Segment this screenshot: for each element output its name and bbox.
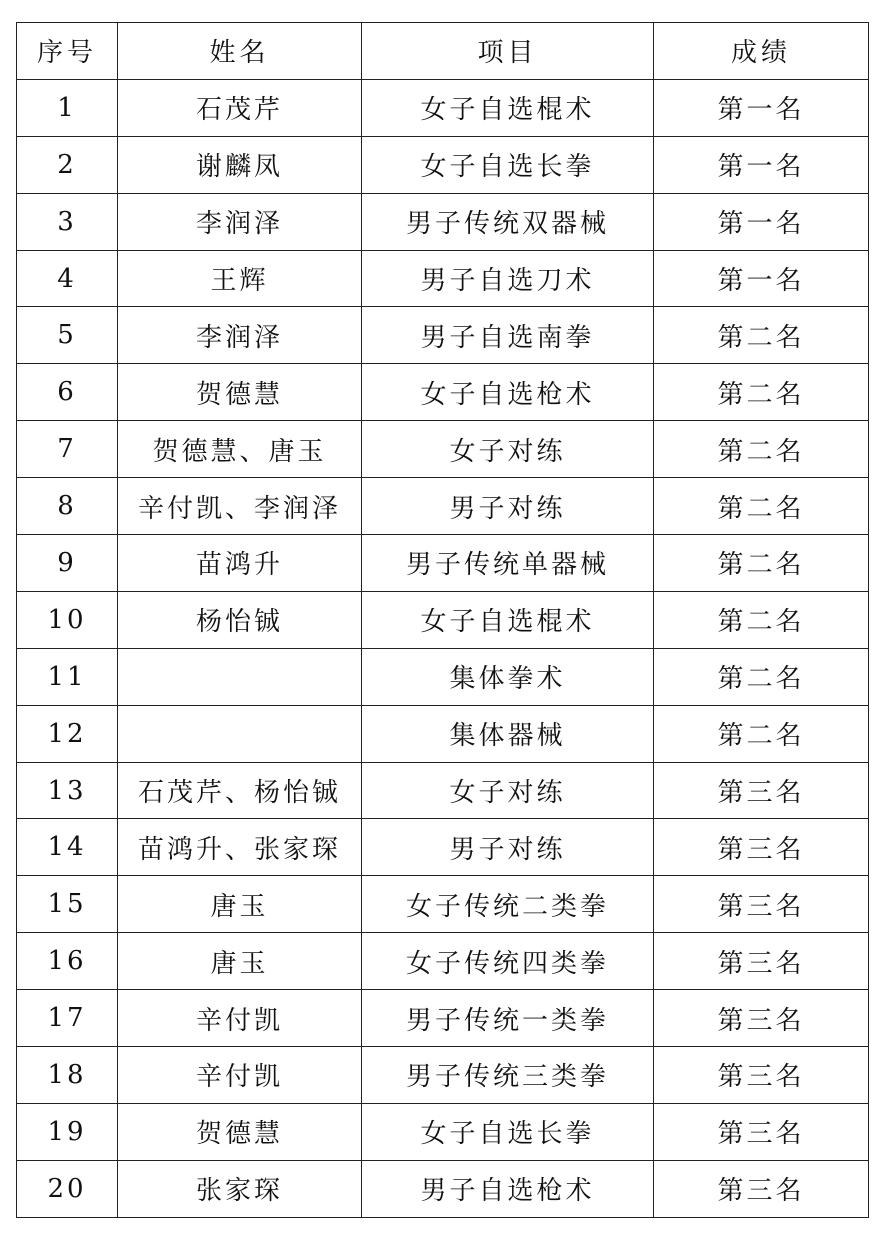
cell-no: 19 (17, 1103, 118, 1160)
cell-name (118, 705, 362, 762)
table-row (17, 876, 869, 933)
table-row (17, 762, 869, 819)
cell-event: 男子传统单器械 (362, 535, 654, 592)
cell-result: 第一名 (654, 250, 869, 307)
cell-event: 男子自选南拳 (362, 307, 654, 364)
cell-no: 10 (17, 591, 118, 648)
cell-result: 第三名 (654, 1160, 869, 1217)
header-no: 序号 (17, 23, 118, 80)
cell-result: 第二名 (654, 535, 869, 592)
table-row (17, 307, 869, 364)
cell-event: 男子自选枪术 (362, 1160, 654, 1217)
cell-event: 集体器械 (362, 705, 654, 762)
table-row (17, 1047, 869, 1104)
cell-name: 谢麟凤 (118, 136, 362, 193)
cell-no: 2 (17, 136, 118, 193)
table-row (17, 1103, 869, 1160)
cell-event: 女子对练 (362, 421, 654, 478)
cell-event: 女子自选棍术 (362, 79, 654, 136)
cell-result: 第一名 (654, 79, 869, 136)
cell-name: 唐玉 (118, 876, 362, 933)
cell-no: 6 (17, 364, 118, 421)
cell-no: 15 (17, 876, 118, 933)
cell-result: 第一名 (654, 193, 869, 250)
table-row (17, 1160, 869, 1217)
cell-name: 辛付凯 (118, 990, 362, 1047)
cell-name: 张家琛 (118, 1160, 362, 1217)
cell-result: 第三名 (654, 933, 869, 990)
cell-name: 贺德慧 (118, 1103, 362, 1160)
cell-name: 唐玉 (118, 933, 362, 990)
cell-name: 杨怡铖 (118, 591, 362, 648)
cell-event: 女子自选枪术 (362, 364, 654, 421)
cell-result: 第三名 (654, 876, 869, 933)
cell-no: 17 (17, 990, 118, 1047)
table-row (17, 933, 869, 990)
table-row (17, 535, 869, 592)
cell-event: 男子传统双器械 (362, 193, 654, 250)
cell-no: 9 (17, 535, 118, 592)
header-event: 项目 (362, 23, 654, 80)
cell-result: 第三名 (654, 1047, 869, 1104)
cell-name (118, 648, 362, 705)
cell-result: 第三名 (654, 762, 869, 819)
table-row (17, 648, 869, 705)
cell-event: 男子传统三类拳 (362, 1047, 654, 1104)
table-row (17, 193, 869, 250)
table-row (17, 990, 869, 1047)
cell-no: 8 (17, 478, 118, 535)
cell-name: 李润泽 (118, 193, 362, 250)
cell-no: 5 (17, 307, 118, 364)
table-row (17, 421, 869, 478)
cell-event: 集体拳术 (362, 648, 654, 705)
cell-event: 女子传统二类拳 (362, 876, 654, 933)
cell-name: 辛付凯、李润泽 (118, 478, 362, 535)
cell-event: 男子传统一类拳 (362, 990, 654, 1047)
cell-result: 第二名 (654, 591, 869, 648)
cell-result: 第二名 (654, 421, 869, 478)
cell-name: 辛付凯 (118, 1047, 362, 1104)
cell-no: 1 (17, 79, 118, 136)
header-name: 姓名 (118, 23, 362, 80)
cell-name: 王辉 (118, 250, 362, 307)
cell-name: 李润泽 (118, 307, 362, 364)
cell-event: 男子自选刀术 (362, 250, 654, 307)
cell-event: 女子传统四类拳 (362, 933, 654, 990)
cell-name: 石茂芹、杨怡铖 (118, 762, 362, 819)
cell-name: 苗鸿升、张家琛 (118, 819, 362, 876)
cell-result: 第二名 (654, 705, 869, 762)
cell-no: 3 (17, 193, 118, 250)
cell-event: 男子对练 (362, 478, 654, 535)
table-row (17, 136, 869, 193)
cell-no: 16 (17, 933, 118, 990)
cell-result: 第三名 (654, 990, 869, 1047)
cell-name: 石茂芹 (118, 79, 362, 136)
cell-result: 第一名 (654, 136, 869, 193)
header-row (17, 23, 869, 80)
table-row (17, 705, 869, 762)
table-row (17, 591, 869, 648)
results-table (16, 22, 869, 1218)
cell-event: 女子自选长拳 (362, 136, 654, 193)
header-result: 成绩 (654, 23, 869, 80)
table-row (17, 79, 869, 136)
cell-name: 贺德慧 (118, 364, 362, 421)
cell-result: 第二名 (654, 648, 869, 705)
cell-result: 第三名 (654, 1103, 869, 1160)
cell-event: 女子自选长拳 (362, 1103, 654, 1160)
cell-no: 7 (17, 421, 118, 478)
table-row (17, 478, 869, 535)
cell-no: 14 (17, 819, 118, 876)
cell-result: 第二名 (654, 307, 869, 364)
cell-name: 苗鸿升 (118, 535, 362, 592)
cell-no: 20 (17, 1160, 118, 1217)
cell-no: 11 (17, 648, 118, 705)
cell-no: 13 (17, 762, 118, 819)
cell-name: 贺德慧、唐玉 (118, 421, 362, 478)
table-row (17, 364, 869, 421)
table-row (17, 250, 869, 307)
cell-event: 女子对练 (362, 762, 654, 819)
table-body (17, 79, 869, 1217)
cell-no: 18 (17, 1047, 118, 1104)
table-row (17, 819, 869, 876)
cell-no: 12 (17, 705, 118, 762)
cell-result: 第二名 (654, 364, 869, 421)
cell-event: 女子自选棍术 (362, 591, 654, 648)
cell-result: 第三名 (654, 819, 869, 876)
cell-result: 第二名 (654, 478, 869, 535)
cell-event: 男子对练 (362, 819, 654, 876)
cell-no: 4 (17, 250, 118, 307)
